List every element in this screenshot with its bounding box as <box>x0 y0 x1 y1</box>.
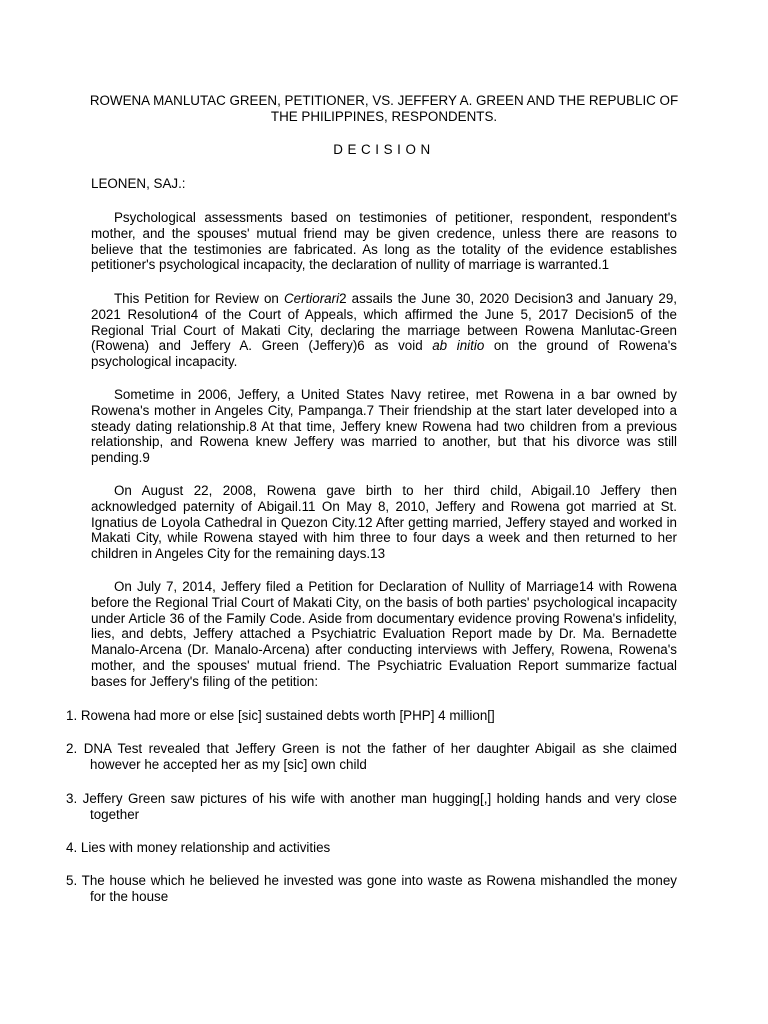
list-item-2: 2. DNA Test revealed that Jeffery Green is not the father of her daughter Abigail as she claimed however he accepted her as my [sic] own child <box>66 741 677 772</box>
paragraph-2-text-a: This Petition for Review on <box>114 291 284 306</box>
paragraph-2-text-c: 2 assails the June 30, 2020 Decision3 and January 29, 2021 Resolution4 of the Court of Appeals, which affirmed the June 5, 2017 Decision5 of the Regional Trial Court of Makati City, declaring the marriage between Rowena Manlutac-Green (Rowena) and Jeffery A. Green (Jeffery)6 as void <box>91 291 677 354</box>
paragraph-5: On July 7, 2014, Jeffery filed a Petition for Declaration of Nullity of Marriage14 with Rowena before the Regional Trial Court of Makati City, on the basis of both parties' psychological incapacity under Article 36 of the Family Code. Aside from documentary evidence proving Rowena's infidelity, lies, and debts, Jeffery attached a Psychiatric Evaluation Report made by Dr. Ma. Bernadette Manalo-Arcena (Dr. Manalo-Arcena) after conducting interviews with Jeffery, Rowena, Rowena's mother, and the spouses' mutual friend. The Psychiatric Evaluation Report summarize factual bases for Jeffery's filing of the petition: <box>91 579 677 689</box>
paragraph-2-italic-certiorari: Certiorari <box>284 291 340 306</box>
decision-heading: DECISION <box>333 142 435 157</box>
paragraph-2-italic-ab-initio: ab initio <box>432 338 485 354</box>
paragraph-1: Psychological assessments based on testimonies of petitioner, respondent, respondent's mother, and the spouses' mutual friend may be given credence, unless there are reasons to believe that the testimonies are fabricated. As long as the totality of the evidence establishes petitioner's psychological incapacity, the declaration of nullity of marriage is warranted.1 <box>91 210 677 273</box>
list-item-5: 5. The house which he believed he invested was gone into waste as Rowena mishandled the money for the house <box>66 873 677 904</box>
list-item-4: 4. Lies with money relationship and activities <box>66 840 331 855</box>
list-item-3: 3. Jeffery Green saw pictures of his wife with another man hugging[,] holding hands and very close together <box>66 791 677 822</box>
list-item-1: 1. Rowena had more or else [sic] sustained debts worth [PHP] 4 million[] <box>66 708 495 723</box>
paragraph-2 <box>91 291 677 370</box>
case-title: ROWENA MANLUTAC GREEN, PETITIONER, VS. JEFFERY A. GREEN AND THE REPUBLIC OF THE PHILIPPINES, RESPONDENTS. <box>89 93 679 124</box>
paragraph-4: On August 22, 2008, Rowena gave birth to her third child, Abigail.10 Jeffery then acknowledged paternity of Abigail.11 On May 8, 2010, Jeffery and Rowena got married at St. Ignatius de Loyola Cathedral in Quezon City.12 After getting married, Jeffery stayed and worked in Makati City, while Rowena stayed with him three to four days a week and then returned to her children in Angeles City for the remaining days.13 <box>91 483 677 562</box>
author-line: LEONEN, SAJ.: <box>91 176 186 191</box>
paragraph-3: Sometime in 2006, Jeffery, a United States Navy retiree, met Rowena in a bar owned by Rowena's mother in Angeles City, Pampanga.7 Their friendship at the start later developed into a steady dating relationship.8 At that time, Jeffery knew Rowena had two children from a previous relationship, and Rowena knew Jeffery was married to another, but that his divorce was still pending.9 <box>91 387 677 466</box>
paragraph-2-text-e: on the ground of Rowena's psychological incapacity. <box>91 338 677 370</box>
